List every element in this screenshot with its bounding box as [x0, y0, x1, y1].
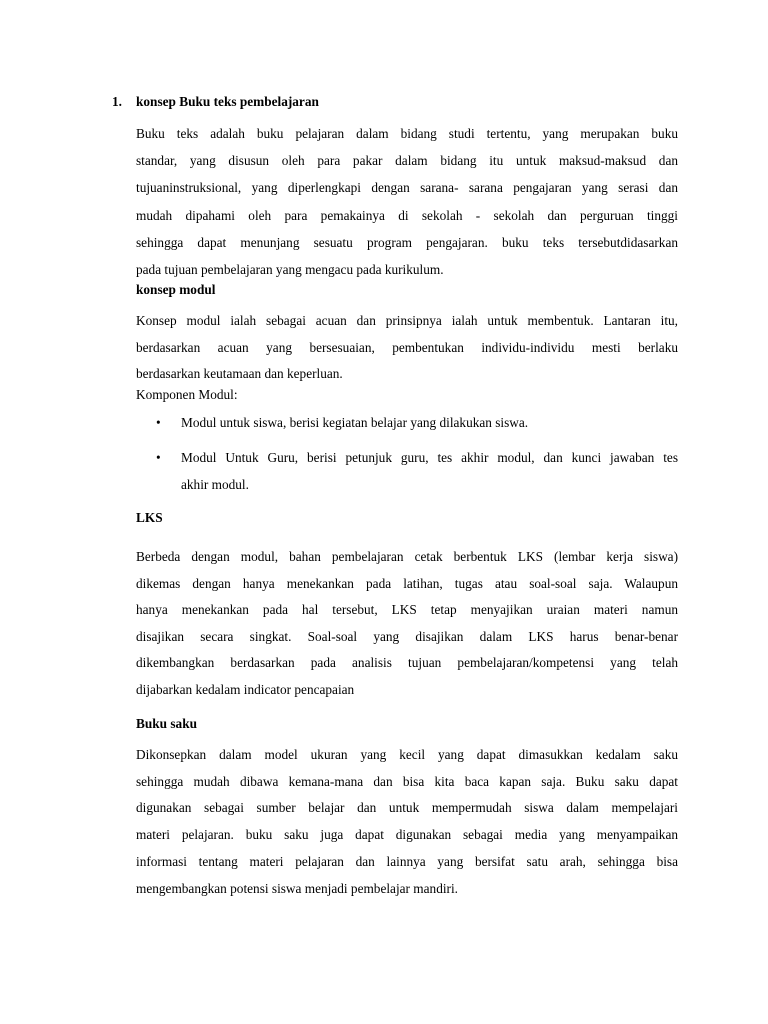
section-title-modul: konsep modul — [136, 282, 216, 297]
text-line: hanya menekankan pada hal tersebut, LKS tetap menyajikan uraian materi namun — [136, 602, 678, 618]
text-line: mengembangkan potensi siswa menjadi pembelajar mandiri. — [136, 880, 458, 896]
text-line: materi pelajaran. buku saku juga dapat digunakan sebagai media yang menyampaikan — [136, 827, 678, 843]
list-item-text — [181, 415, 678, 431]
text-line: sehingga dapat menunjang sesuatu program pengajaran. buku teks tersebutdidasarkan — [136, 234, 678, 250]
text-line: berdasarkan acuan yang bersesuaian, pembentukan individu-individu mesti berlaku — [136, 339, 678, 355]
paragraph-buku-teks — [136, 120, 678, 283]
text-line: berdasarkan keutamaan dan keperluan. — [136, 366, 343, 381]
paragraph-modul — [136, 308, 678, 388]
text-line: mudah dipahami oleh para pemakainya di sekolah - sekolah dan perguruan tinggi — [136, 207, 678, 223]
text-line: Konsep modul ialah sebagai acuan dan prinsipnya ialah untuk membentuk. Lantaran itu, — [136, 313, 678, 328]
text-line: disajikan secara singkat. Soal-soal yang disajikan dalam LKS harus benar-benar — [136, 628, 678, 644]
text-line: Modul Untuk Guru, berisi petunjuk guru, tes akhir modul, dan kunci jawaban tes — [181, 450, 678, 465]
section-title-buku-saku: Buku saku — [136, 716, 197, 731]
list-item-text — [181, 444, 678, 498]
section-title-lks: LKS — [136, 510, 163, 525]
section-number: 1. — [112, 94, 122, 109]
bullet-icon: • — [156, 450, 161, 465]
komponen-modul-label: Komponen Modul: — [136, 387, 238, 402]
paragraph-buku-saku — [136, 742, 678, 902]
bullet-icon: • — [156, 415, 161, 430]
section-title-buku-teks: konsep Buku teks pembelajaran — [136, 94, 319, 109]
text-line: akhir modul. — [181, 477, 249, 492]
list-item — [156, 415, 678, 439]
text-line: Modul untuk siswa, berisi kegiatan belajar yang dilakukan siswa. — [181, 415, 529, 430]
text-line: dikemas dengan hanya menekankan pada latihan, tugas atau soal-soal saja. Walaupun — [136, 575, 678, 591]
text-line: informasi tentang materi pelajaran dan lainnya yang bersifat satu arah, sehingga bisa — [136, 853, 678, 869]
text-line: standar, yang disusun oleh para pakar dalam bidang itu untuk maksud-maksud dan — [136, 153, 678, 169]
text-line: dijabarkan kedalam indicator pencapaian — [136, 681, 355, 697]
text-line: tujuaninstruksional, yang diperlengkapi dengan sarana- sarana pengajaran yang serasi dan — [136, 180, 678, 196]
list-item — [156, 444, 678, 494]
text-line: Buku teks adalah buku pelajaran dalam bidang studi tertentu, yang merupakan buku — [136, 126, 678, 141]
paragraph-lks — [136, 544, 678, 704]
text-line: dikembangkan berdasarkan pada analisis tujuan pembelajaran/kompetensi yang telah — [136, 655, 678, 671]
text-line: sehingga mudah dibawa kemana-mana dan bisa kita baca kapan saja. Buku saku dapat — [136, 773, 678, 789]
text-line: Dikonsepkan dalam model ukuran yang kecil yang dapat dimasukkan kedalam saku — [136, 747, 678, 762]
text-line: digunakan sebagai sumber belajar dan untuk mempermudah siswa dalam mempelajari — [136, 800, 678, 816]
text-line: pada tujuan pembelajaran yang mengacu pada kurikulum. — [136, 262, 444, 278]
text-line: Berbeda dengan modul, bahan pembelajaran cetak berbentuk LKS (lembar kerja siswa) — [136, 549, 678, 564]
